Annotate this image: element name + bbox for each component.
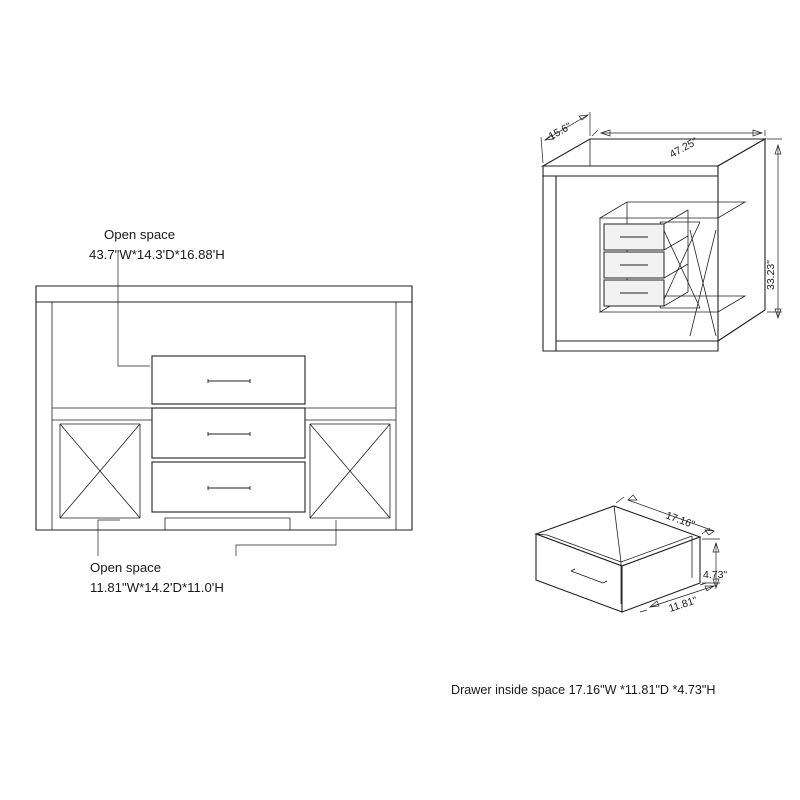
- open-space-bottom-dims: 11.81"W*14.2'D*11.0'H: [90, 580, 224, 595]
- front-top-board: [36, 286, 412, 302]
- open-space-bottom-label: Open space: [90, 560, 162, 575]
- right-side-panel: [718, 139, 765, 341]
- front-view-group: [36, 253, 412, 556]
- open-space-bottom-leader-right: [236, 520, 336, 556]
- top-front-edge: [543, 166, 718, 176]
- drawer-caption: Drawer inside space 17.16"W *11.81"D *4.73"H: [451, 683, 716, 697]
- perspective-depth-label: 15.6": [546, 120, 574, 143]
- perspective-view-group: [541, 112, 782, 351]
- front-drawer-3: [152, 462, 305, 512]
- perspective-height-label: 33.23": [765, 259, 777, 290]
- front-drawer-2: [152, 408, 305, 458]
- drawer-width-label: 17.16": [663, 509, 697, 532]
- open-space-top-dims: 43.7"W*14.3'D*16.88'H: [89, 247, 225, 262]
- open-space-top-leader: [118, 253, 150, 366]
- drawer-height-label: 4.73": [703, 569, 728, 581]
- open-space-top-label: Open space: [104, 227, 176, 242]
- open-space-bottom-leader-left: [98, 520, 120, 556]
- front-drawer-1: [152, 356, 305, 404]
- drawer-depth-label: 11.81": [667, 594, 699, 615]
- perspective-width-label: 47.25": [667, 135, 700, 161]
- left-leg: [543, 176, 556, 351]
